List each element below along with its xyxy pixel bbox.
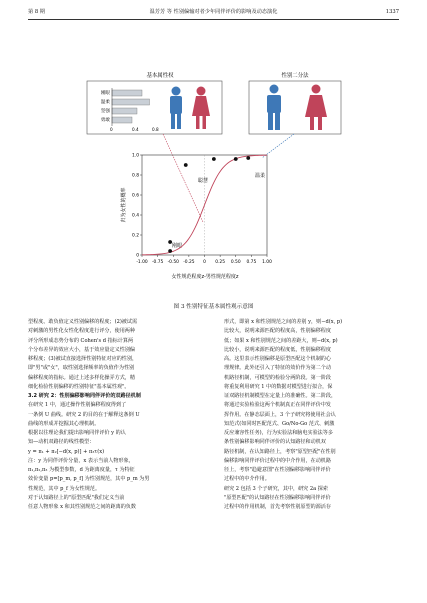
- body-text-line: y = π₁ + π₂[−d(x, p)] + π₃τ(x): [28, 448, 105, 455]
- body-column-right: [224, 318, 398, 512]
- body-text-line: 对于认知路径上的"原型匹配"我们定义当前: [28, 494, 125, 501]
- body-text-line: 知—动机双路径的线性模型：: [28, 439, 95, 446]
- body-text-line: 过程中的作用机制，首先考察性别原型的源活存: [224, 504, 331, 510]
- y-tick-label: 1.0: [132, 153, 139, 159]
- body-text-line: 型程度、敢负值定义性别偏移的程度；(2)被试需: [28, 319, 138, 325]
- body-text-line: 个分布差异的效应大小，基于效应量定义性别偏: [28, 346, 135, 353]
- body-text-line: 研究 2 包括 3 个子研究，其中，研究 2a 探索: [224, 485, 328, 492]
- bar-tick-label: 0: [110, 127, 113, 132]
- body-text-line: 高。这里表示性别偏移是原型匹配这个机制的心: [224, 356, 331, 362]
- body-text-line: 偏移程度的指标。通过上述多样化操弄方式，精: [28, 374, 135, 381]
- annotation-right: 温柔: [255, 173, 266, 179]
- bar: [112, 117, 132, 123]
- body-text-line: "原型匹配"的认知路径在性别偏移影响同伴评价: [224, 494, 331, 501]
- body-text-line: 在研究 1 中，通过操作性别偏移程度得到了: [28, 402, 127, 409]
- body-text-line: 比较大，说明来源匹配的程度高，性别偏移程度: [224, 328, 331, 335]
- body-text-line: 注：y 为同伴评价分量，x 表示当前人物形象，: [28, 457, 134, 464]
- x-tick-label: 0.50: [230, 260, 241, 265]
- sigmoid-chart: [120, 153, 272, 280]
- body-text-line: 一条倒 U 曲线。研究 2 的目的在于解释这条倒 U: [28, 411, 140, 418]
- y-tick-label: 0: [136, 253, 139, 259]
- y-tick-label: 0.6: [132, 193, 139, 199]
- y-tick-label: 0.8: [132, 173, 139, 179]
- page-number: 1337: [385, 9, 399, 15]
- data-point: [184, 163, 188, 167]
- bar: [112, 99, 150, 105]
- x-tick-label: 0: [203, 260, 206, 265]
- y-tick-label: 0.4: [132, 213, 139, 219]
- body-text-line: π₁,π₂,π₃ 为模型参数，d 为距离度量，τ 为特征: [28, 467, 135, 473]
- bar-label: 坚强: [100, 109, 110, 114]
- body-text-line: 条性别偏移影响同伴评价的认知路径和动机双: [224, 439, 326, 446]
- bar: [112, 108, 137, 114]
- body-text-line: 偏移影响同伴评价过程中的中介作用，在动机路: [224, 457, 331, 464]
- body-text-line: 细化检验性别偏移的性别特征"基本属性观"。: [28, 383, 130, 390]
- left-panel: [87, 71, 222, 134]
- body-text-line: 路径机制，在认知路径上，考察"原型匹配"在性别: [224, 448, 336, 455]
- body-text-line: 评分所形成态势分布的 Cohen's d 指标计算两: [28, 337, 134, 344]
- body-text-line: 比较小，说明来源匹配的程度低，性别偏移程度: [224, 346, 331, 353]
- body-text-line: 低；如果 x 和性别规范之间的差距大，则−d(x, p): [224, 337, 338, 344]
- chart-xlabel: 女性规范程度z-男性规范程度z: [171, 274, 239, 280]
- body-text-line: 根据以往理论我们提出影响同伴评价 y 的认: [28, 430, 126, 436]
- x-tick-label: -0.50: [167, 260, 179, 265]
- body-text-line: 过程中的中介作用。: [224, 476, 270, 483]
- section-heading: 3.2 研究 2：性别偏移影响同伴评价的双路径机制: [28, 393, 141, 399]
- body-text-line: 反应兼容性任务)，行为实验法和脑电实验法等多: [224, 430, 333, 436]
- bar-label: 刚眼: [100, 91, 110, 96]
- body-text-line: 将通过实验检验这两个机制真正在同伴评价中发: [224, 402, 331, 409]
- body-text-line: 对刺激的男性化女性化程度进行评分，使用两种: [28, 328, 135, 335]
- running-header-title: 温芳芳 等 性别偏输对者少年同伴评价的影响及动态演化: [149, 9, 278, 15]
- body-text-line: 将重复利用研究 1 中的数据对模型进行拟合，保: [224, 383, 333, 390]
- connector-lines: [163, 134, 294, 222]
- right-panel-title: 性别二分法: [281, 73, 309, 79]
- bar-label: 勇敢: [100, 118, 110, 123]
- x-tick-label: 0.25: [215, 260, 226, 265]
- annotation-upper: 聪慧: [198, 178, 209, 184]
- body-text-line: 移程度；(3)被试直接选择性别特征对应的性别，: [28, 356, 138, 362]
- data-point: [246, 156, 250, 160]
- annotation-lower: 刚眼: [172, 243, 183, 249]
- body-text-line: 理规律。此外还引入了特征的效价作为第二个动: [224, 365, 331, 372]
- right-panel: [249, 71, 341, 134]
- x-tick-label: -0.25: [183, 260, 195, 265]
- body-text-line: 性规范，其中 p_f 为女性规范。: [28, 485, 101, 492]
- left-panel-title: 基本属性权: [146, 73, 174, 79]
- figure-3: [0, 0, 427, 300]
- body-text-line: 证双路径机制模型在定量上的准确性。第二阶段，: [224, 393, 337, 399]
- bar-tick-label: 0.8: [152, 127, 159, 132]
- body-text-line: 知范式(如同时匹配范式、Go/No-Go 范式、刺激: [224, 420, 335, 427]
- running-header-issue: 第 8 期: [28, 9, 45, 15]
- body-text-line: 挥作用。在静态层面上，3 个子研究将使用社会认: [224, 411, 336, 418]
- body-text-line: 形式，即第 x 和性别规范之间的差别 y，则−d(x, p): [224, 319, 343, 325]
- bar-tick-label: 0.4: [132, 127, 139, 132]
- body-text-line: 任意人物形象 x 和其性别规范之间的距离的负数: [28, 504, 136, 510]
- x-tick-label: 0.75: [246, 260, 257, 265]
- figure-caption: 图 3 性别特征基本属性观示意图: [173, 304, 254, 310]
- body-text-line: 曲线的形成并挖掘其心理机制。: [28, 420, 100, 427]
- x-tick-label: -0.75: [151, 260, 164, 265]
- body-text-line: 即"男"或"女"，取性别选择频率的负值作为性别: [28, 365, 135, 372]
- data-point: [168, 249, 172, 253]
- bar: [112, 90, 142, 96]
- chart-ylabel: 归为女性的概率: [121, 187, 127, 223]
- body-column-left: [28, 318, 202, 512]
- data-point: [234, 157, 238, 161]
- x-tick-label: -1.00: [136, 260, 148, 265]
- body-text-line: 径上，考察"趋避意图"在性别偏移影响同伴评价: [224, 467, 331, 473]
- y-tick-label: 0.2: [132, 233, 139, 239]
- body-text-line: 机路径机制，可模型的检验分两阶段。第一阶段: [224, 374, 331, 381]
- data-point: [212, 157, 216, 161]
- x-tick-label: 1.00: [262, 260, 272, 265]
- data-point: [168, 240, 172, 244]
- body-text-line: 效价变量 p=[p_m, p_f] 为性别规范，其中 p_m 为男: [28, 476, 150, 483]
- bar-label: 温柔: [100, 100, 110, 105]
